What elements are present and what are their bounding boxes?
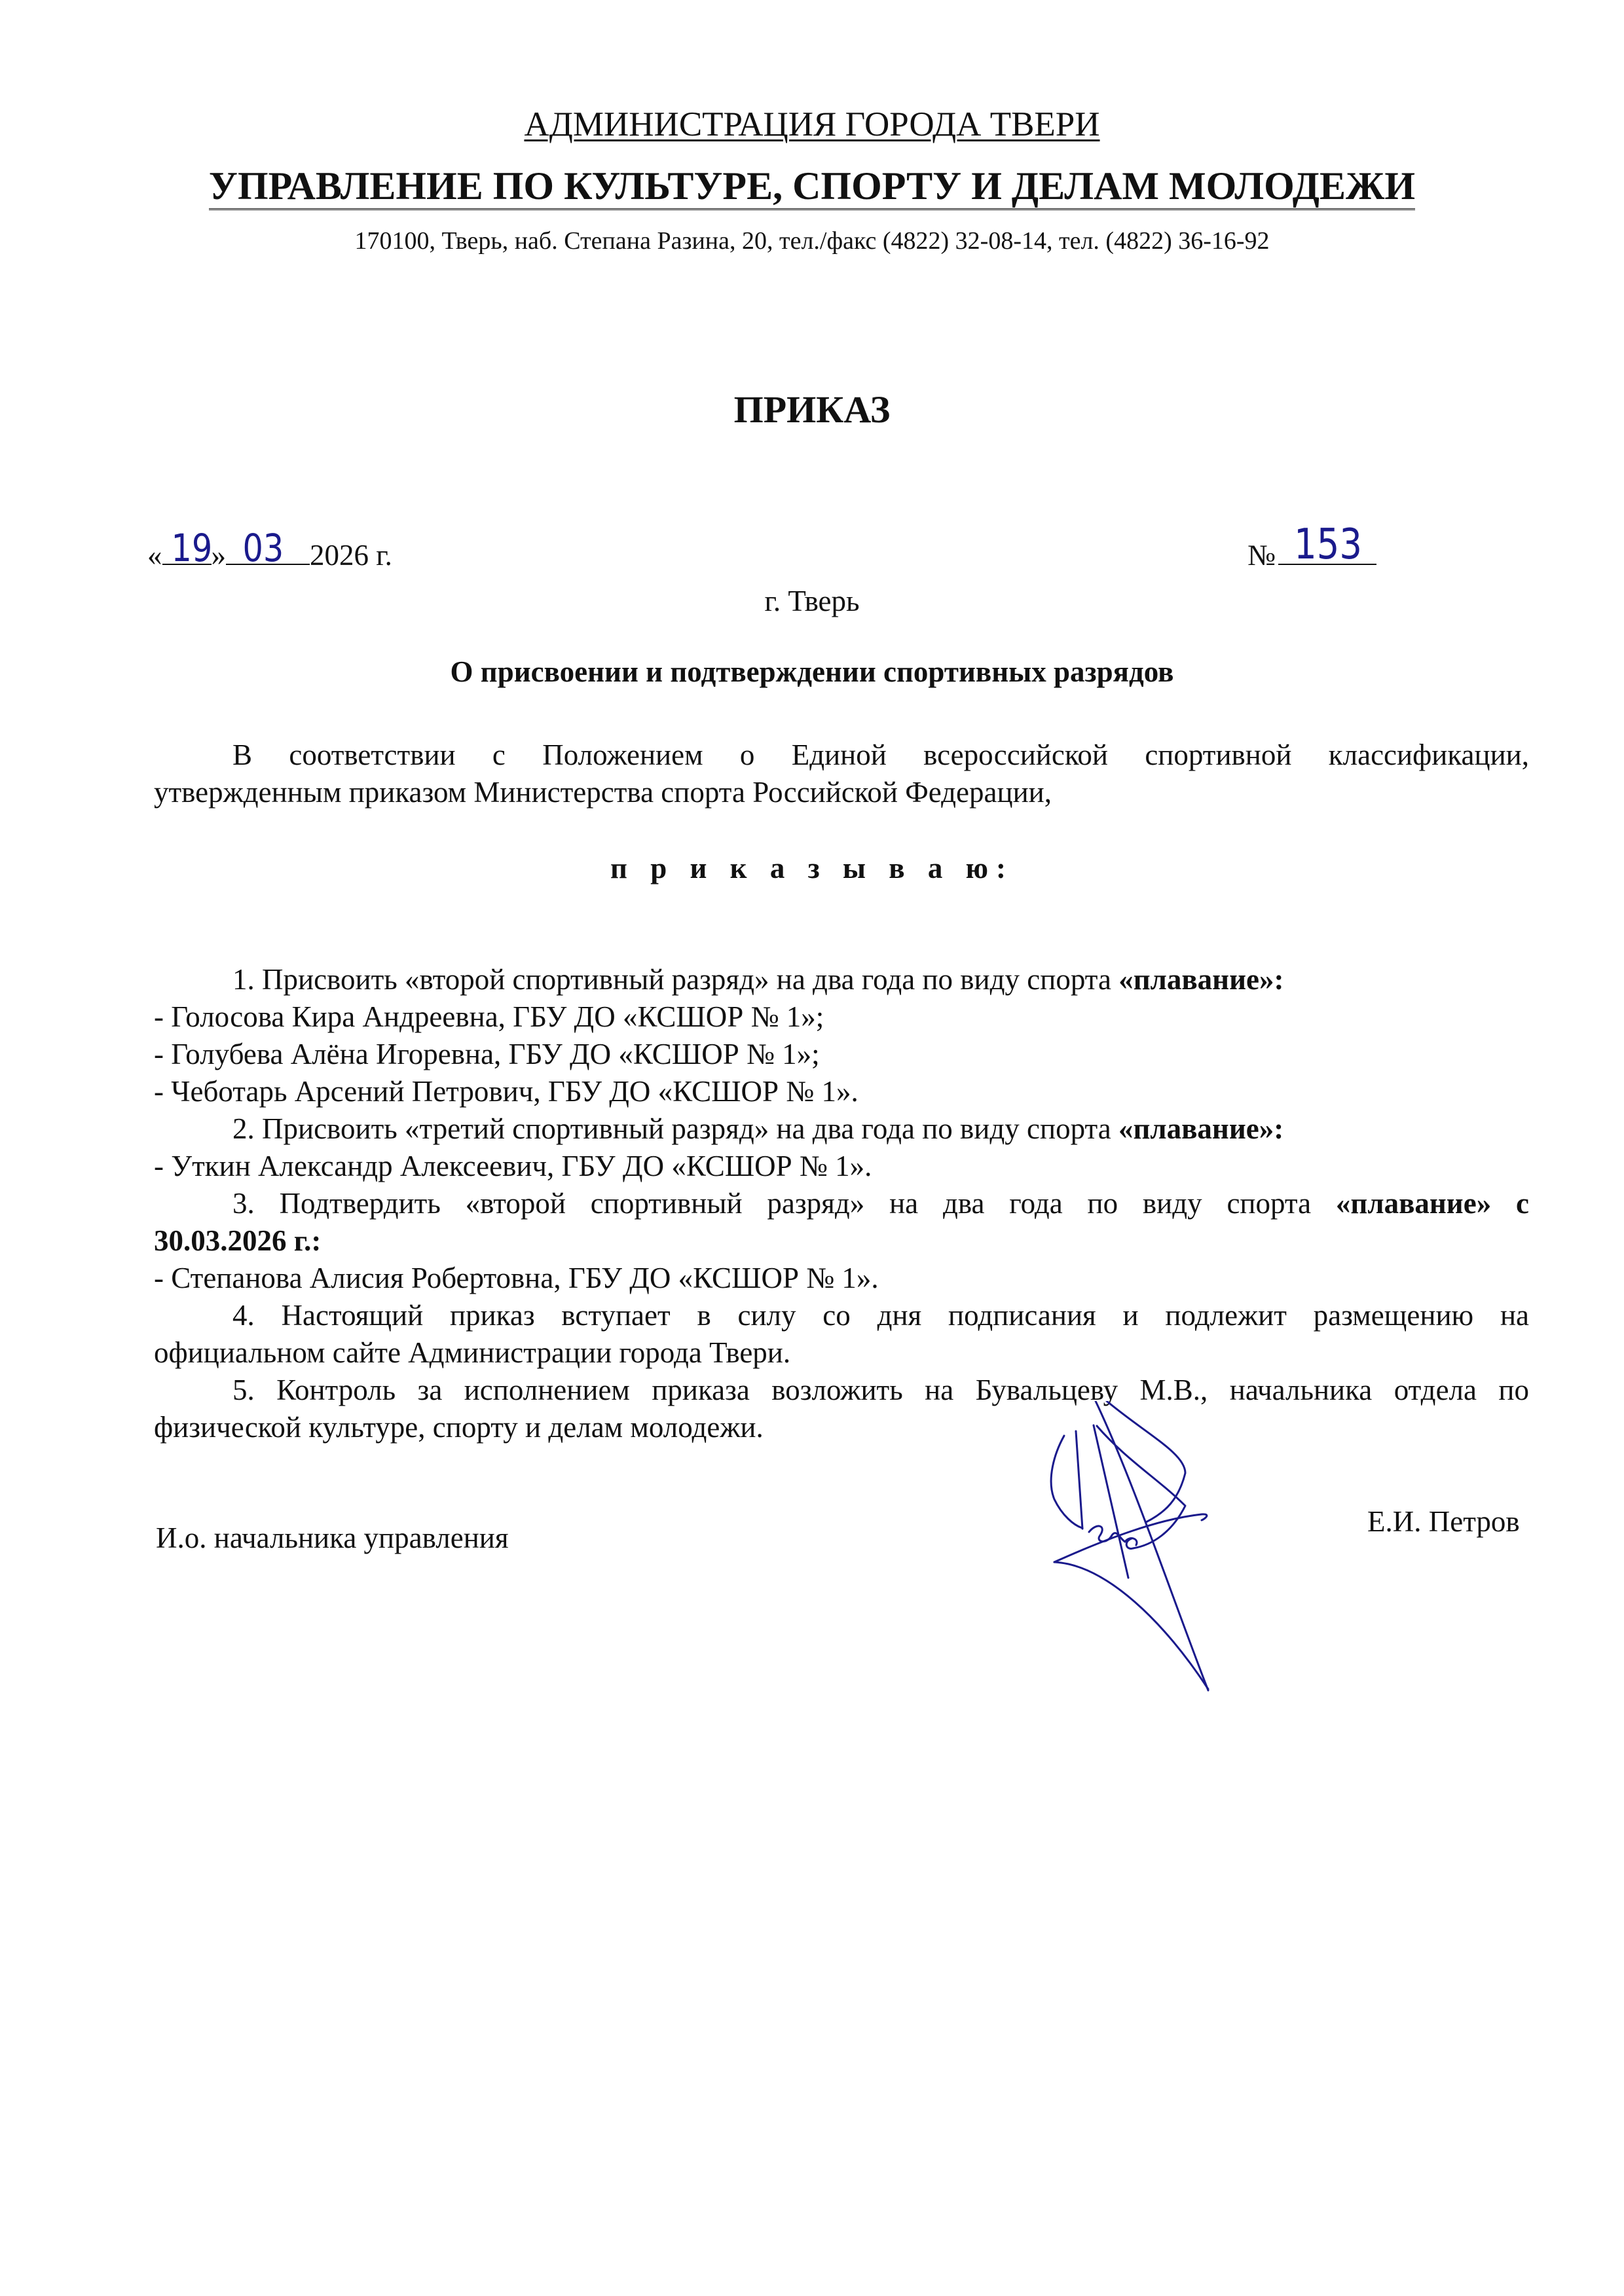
document-subject: О присвоении и подтверждении спортивных разрядов	[450, 655, 1174, 688]
item-4-line-1: 4. Настоящий приказ вступает в силу со дня подписания и подлежит размещению на	[232, 1299, 1529, 1332]
signature-stroke	[1097, 1426, 1185, 1548]
number-value: 153	[1294, 520, 1362, 569]
date-close-quote: »	[211, 539, 226, 572]
signature-stroke	[1096, 1401, 1208, 1690]
signature-stroke	[1054, 1562, 1208, 1689]
order-items	[154, 961, 1529, 1446]
item-5-line-2: физической культуре, спорту и делам молодежи.	[154, 1411, 764, 1444]
department-name: УПРАВЛЕНИЕ ПО КУЛЬТУРЕ, СПОРТУ И ДЕЛАМ МОЛОДЕЖИ	[0, 164, 1624, 210]
list-item: - Голубева Алёна Игоревна, ГБУ ДО «КСШОР № 1»;	[154, 1038, 820, 1070]
date-month-field	[226, 526, 310, 570]
item-1-sport: «плавание»:	[1118, 963, 1284, 996]
document-date	[147, 526, 392, 572]
date-day: 19	[171, 526, 212, 570]
address-line: 170100, Тверь, наб. Степана Разина, 20, тел./факс (4822) 32-08-14, тел. (4822) 36-16-92	[354, 227, 1270, 255]
item-5-line-1: 5. Контроль за исполнением приказа возложить на Бувальцеву М.В., начальника отдела по	[232, 1374, 1529, 1406]
organization-name: АДМИНИСТРАЦИЯ ГОРОДА ТВЕРИ	[524, 105, 1100, 143]
list-item: - Уткин Александр Алексеевич, ГБУ ДО «КСШОР № 1».	[154, 1150, 872, 1182]
signature-stroke	[1076, 1431, 1082, 1529]
list-item: - Степанова Алисия Робертовна, ГБУ ДО «КСШОР № 1».	[154, 1262, 879, 1294]
signatory-position: И.о. начальника управления	[156, 1522, 509, 1554]
item-4-line-2: официальном сайте Администрации города Твери.	[154, 1336, 791, 1369]
order-word: п р и к а з ы в а ю:	[610, 852, 1014, 884]
number-field	[1278, 520, 1376, 569]
document-title: ПРИКАЗ	[733, 388, 891, 431]
date-year: 2026 г.	[310, 539, 392, 572]
list-item: - Голосова Кира Андреевна, ГБУ ДО «КСШОР № 1»;	[154, 1000, 824, 1033]
item-3-date: 30.03.2026 г.:	[154, 1224, 322, 1257]
item-2-sport: «плавание»:	[1118, 1112, 1284, 1145]
number-label: №	[1247, 539, 1276, 572]
document-city: г. Тверь	[764, 585, 860, 617]
item-3-sport: «плавание» с	[1335, 1187, 1529, 1220]
date-open-quote: «	[147, 539, 162, 572]
handwritten-signature	[1015, 1401, 1382, 1715]
preamble	[154, 737, 1529, 811]
signature-stroke	[1089, 1526, 1137, 1545]
item-2: 2. Присвоить «третий спортивный разряд» на два года по виду спорта «плавание»:	[232, 1112, 1284, 1145]
date-month: 03	[242, 526, 284, 570]
document-number	[1247, 520, 1376, 572]
signature-stroke	[1107, 1401, 1185, 1522]
item-3: 3. Подтвердить «второй спортивный разряд» на два года по виду спорта «плавание» с	[232, 1187, 1529, 1220]
signature-stroke	[1094, 1425, 1128, 1578]
item-1: 1. Присвоить «второй спортивный разряд» на два года по виду спорта «плавание»:	[232, 963, 1284, 996]
preamble-line-1: В соответствии с Положением о Единой всероссийской спортивной классификации,	[232, 738, 1529, 771]
list-item: - Чеботарь Арсений Петрович, ГБУ ДО «КСШОР № 1».	[154, 1075, 858, 1108]
signatory-name: Е.И. Петров	[1367, 1505, 1520, 1538]
date-day-field	[162, 526, 212, 570]
preamble-line-2: утвержденным приказом Министерства спорта Российской Федерации,	[154, 776, 1052, 809]
